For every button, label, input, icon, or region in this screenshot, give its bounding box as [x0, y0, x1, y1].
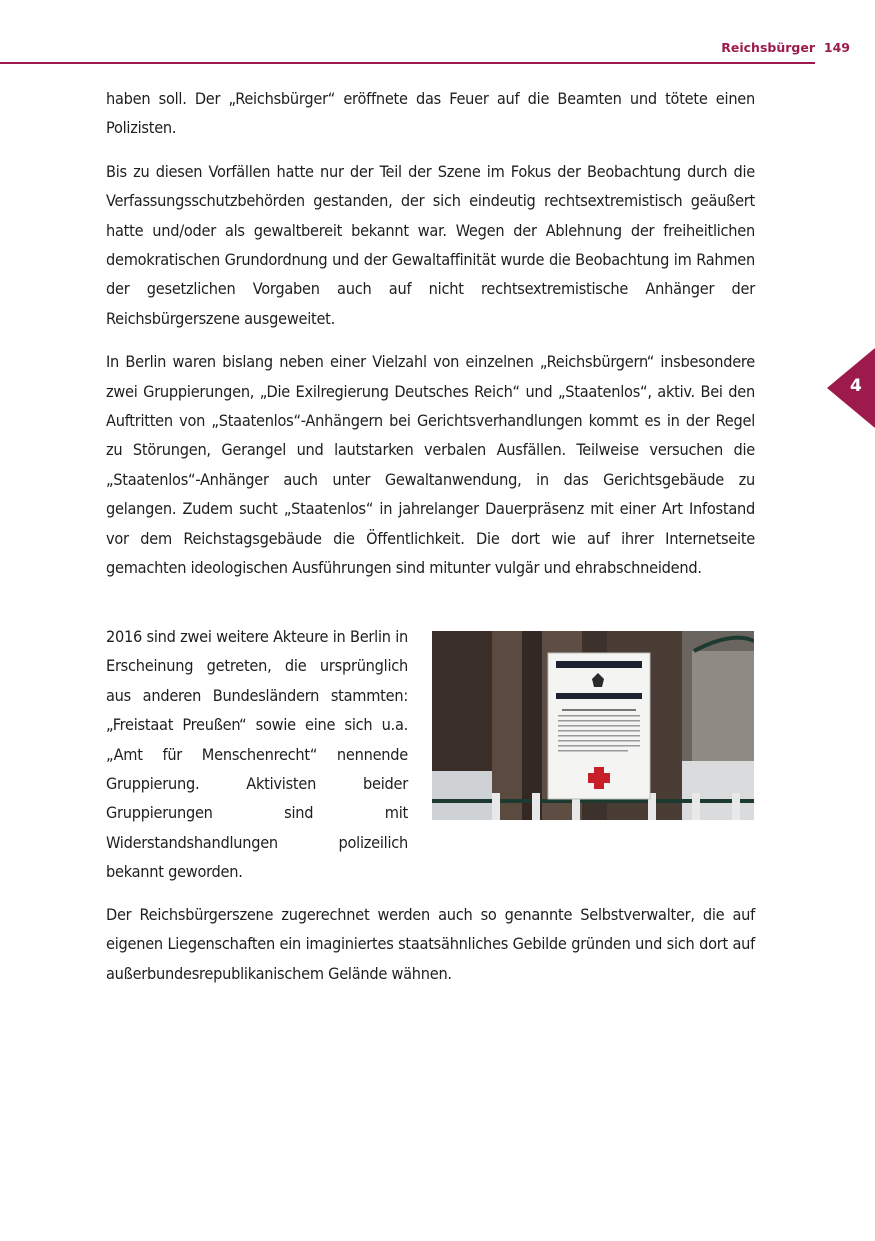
header-rule	[0, 62, 815, 64]
paragraph-3: In Berlin waren bislang neben einer Vielzahl von einzelnen „Reichsbürgern“ insbesondere zwei Gruppierungen, „Die Exilregierung Deutsches Reich“ und „Staatenlos“, aktiv. Bei den Auftritten von „Staatenlos“-Anhängern bei Gerichtsverhandlungen kommt es in der Regel zu Störungen, Gerangel und lautstarken verbalen Ausfällen. Teilweise versuchen die „Staatenlos“-Anhänger auch unter Gewaltanwendung, in das Gerichtsgebäude zu gelangen. Zudem sucht „Staatenlos“ in jahrelanger Dauerpräsenz mit einer Art Infostand vor dem Reichstagsgebäude die Öffentlichkeit. Die dort wie auf ihrer Internetseite gemachten ideologischen Ausführungen sind mitunter vulgär und ehrabschneidend.	[106, 352, 755, 578]
paragraph-1: haben soll. Der „Reichsbürger“ eröffnete das Feuer auf die Beamten und tötete einen Polizisten.	[106, 89, 755, 138]
body-text	[106, 84, 755, 597]
chapter-number: 4	[850, 376, 862, 396]
photo-sign-on-gate	[432, 631, 754, 820]
page-number: 149	[823, 40, 850, 55]
paragraph-4: 2016 sind zwei weitere Akteure in Berlin in Erscheinung getreten, die ursprünglich aus anderen Bundesländern stammten: „Freistaat Preußen“ sowie eine sich u.a. „Amt für Menschenrecht“ nennende Gruppierung. Aktivisten beider Gruppierungen sind mit Widerstandshandlungen polizeilich bekannt geworden.	[106, 627, 408, 882]
running-title: Reichsbürger	[721, 40, 815, 55]
paragraph-2: Bis zu diesen Vorfällen hatte nur der Teil der Szene im Fokus der Beobachtung durch die Verfassungsschutzbehörden gestanden, der sich eindeutig rechtsextremistisch geäußert hatte und/oder als gewaltbereit bekannt war. Wegen der Ablehnung der freiheitlichen demokratischen Grundordnung und der Gewaltaffinität wurde die Beobachtung im Rahmen der gesetzlichen Vorgaben auch auf nicht rechtsextremistische Anhänger der Reichsbürgerszene ausgeweitet.	[106, 161, 755, 328]
page-header	[0, 0, 875, 64]
photo-illustration	[432, 631, 754, 820]
paragraph-5: Der Reichsbürgerszene zugerechnet werden auch so genannte Selbstverwalter, die auf eigenen Liegenschaften ein imaginiertes staatsähnliches Gebilde gründen und sich dort auf außerbundesrepublikanischem Gelände wähnen.	[106, 905, 755, 983]
